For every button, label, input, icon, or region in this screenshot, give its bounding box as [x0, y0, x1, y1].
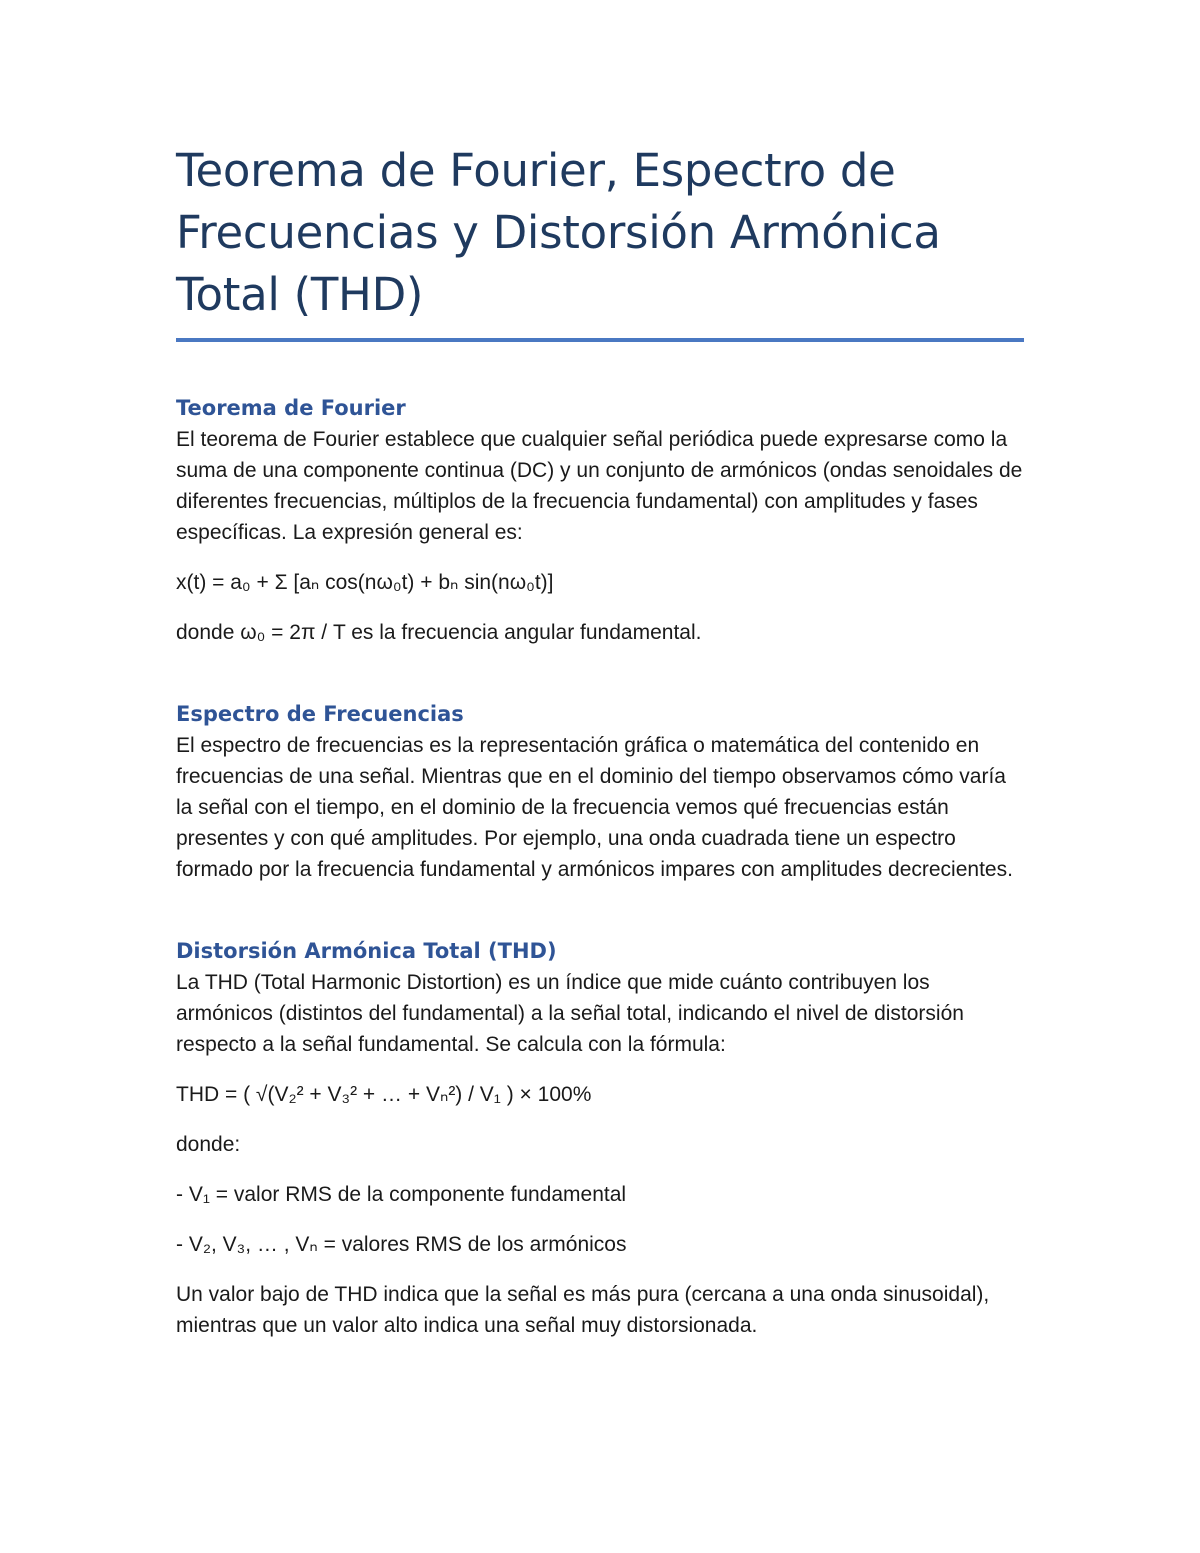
section-heading-thd: Distorsión Armónica Total (THD) — [176, 939, 557, 963]
thd-item-2: - V₂, V₃, … , Vₙ = valores RMS de los armónicos — [176, 1233, 627, 1256]
section-espectro — [176, 698, 1024, 885]
thd-item-1: - V₁ = valor RMS de la componente fundamental — [176, 1183, 627, 1206]
title-underline — [176, 338, 1024, 342]
section-heading-espectro: Espectro de Frecuencias — [176, 702, 464, 726]
thd-paragraph: La THD (Total Harmonic Distortion) es un índice que mide cuánto contribuyen los armónicos (distintos del fundamental) a la señal total, indicando el nivel de distorsión respecto a la señal fundamental. Se calcula con la fórmula: — [176, 971, 964, 1056]
fourier-formula: x(t) = a₀ + Σ [aₙ cos(nω₀t) + bₙ sin(nω₀t)] — [176, 571, 554, 594]
espectro-paragraph: El espectro de frecuencias es la representación gráfica o matemática del contenido en frecuencias de una señal. Mientras que en el dominio del tiempo observamos cómo varía la señal con el tiempo, en el dominio de la frecuencia vemos qué frecuencias están presentes y con qué amplitudes. Por ejemplo, una onda cuadrada tiene un espectro formado por la frecuencia fundamental y armónicos impares con amplitudes decrecientes. — [176, 734, 1013, 881]
document-page — [176, 140, 1024, 1341]
thd-formula: THD = ( √(V₂² + V₃² + … + Vₙ²) / V₁ ) × 100% — [176, 1083, 592, 1106]
fourier-paragraph: El teorema de Fourier establece que cualquier señal periódica puede expresarse como la suma de una componente continua (DC) y un conjunto de armónicos (ondas senoidales de diferentes frecuencias, múltiplos de la frecuencia fundamental) con amplitudes y fases específicas. La expresión general es: — [176, 428, 1023, 544]
thd-where: donde: — [176, 1133, 241, 1156]
section-heading-fourier: Teorema de Fourier — [176, 396, 406, 420]
section-fourier — [176, 392, 1024, 648]
section-thd — [176, 935, 1024, 1341]
document-title: Teorema de Fourier, Espectro de Frecuencias y Distorsión Armónica Total (THD) — [176, 144, 941, 321]
fourier-note: donde ω₀ = 2π / T es la frecuencia angular fundamental. — [176, 621, 702, 644]
thd-conclusion: Un valor bajo de THD indica que la señal es más pura (cercana a una onda sinusoidal), mientras que un valor alto indica una señal muy distorsionada. — [176, 1283, 990, 1337]
